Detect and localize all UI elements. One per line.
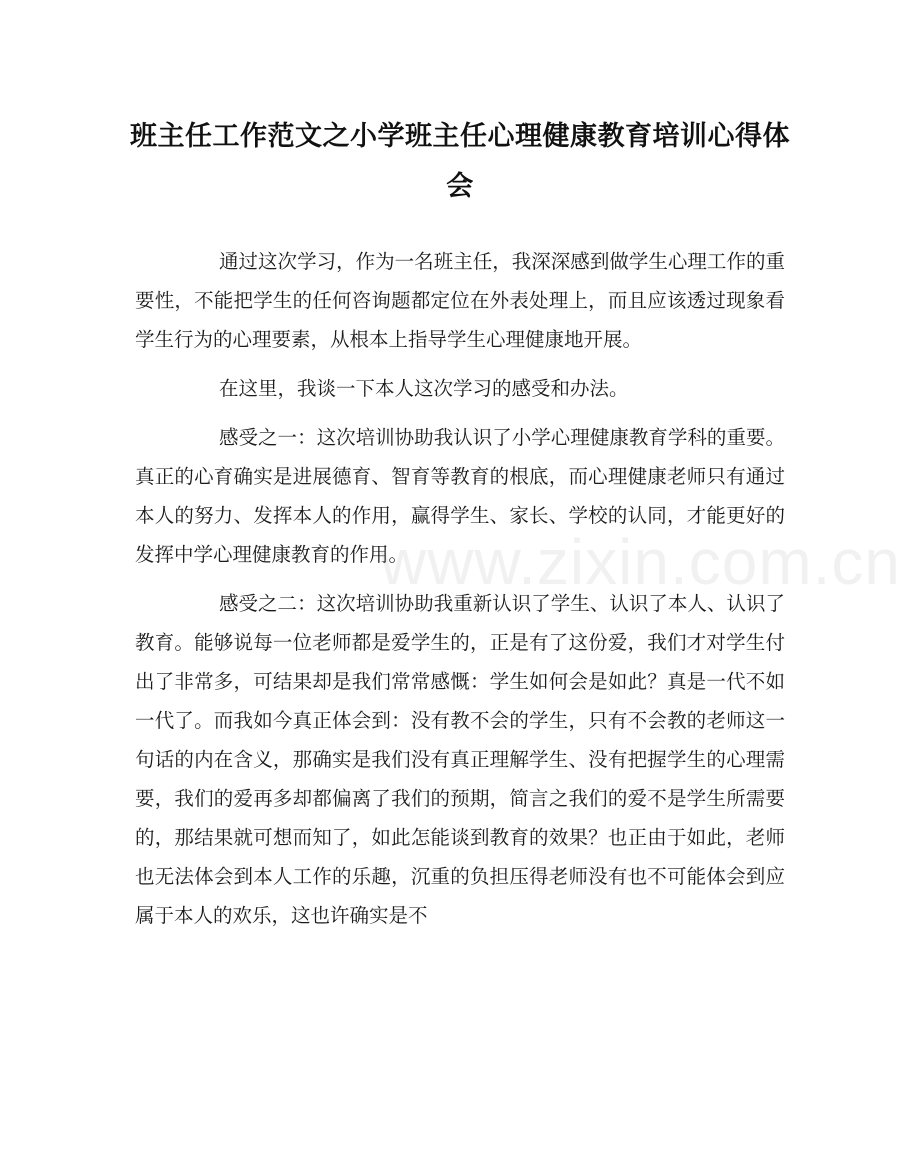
- paragraph-intro: 通过这次学习，作为一名班主任，我深深感到做学生心理工作的重要性，不能把学生的任何咨询题都定位在外表处理上，而且应该透过现象看学生行为的心理要素，从根本上指导学生心理健康地开展。: [135, 250, 785, 351]
- paragraph-feeling-two: 感受之二：这次培训协助我重新认识了学生、认识了本人、认识了教育。能够说每一位老师都是爱学生的，正是有了这份爱，我们才对学生付出了非常多，可结果却是我们常常感慨：学生如何会是如此？真是一代不如一代了。而我如今真正体会到：没有教不会的学生，只有不会教的老师这一句话的内在含义，那确实是我们没有真正理解学生、没有把握学生的心理需要，我们的爱再多却都偏离了我们的预期，简言之我们的爱不是学生所需要的，那结果就可想而知了，如此怎能谈到教育的效果？也正由于如此，老师也无法体会到本人工作的乐趣，沉重的负担压得老师没有也不可能体会到应属于本人的欢乐，这也许确实是不: [135, 592, 785, 927]
- paragraph-feeling-one: 感受之一：这次培训协助我认识了小学心理健康教育学科的重要。真正的心育确实是进展德育、智育等教育的根底，而心理健康老师只有通过本人的努力、发挥本人的作用，赢得学生、家长、学校的认同，才能更好的发挥中学心理健康教育的作用。: [135, 426, 785, 566]
- paragraph-overview: 在这里，我谈一下本人这次学习的感受和办法。: [219, 377, 629, 400]
- document-body: [135, 242, 785, 935]
- document-title: 班主任工作范文之小学班主任心理健康教育培训心得体会: [130, 121, 790, 202]
- watermark-text: www.zixin.com.cn: [380, 526, 901, 598]
